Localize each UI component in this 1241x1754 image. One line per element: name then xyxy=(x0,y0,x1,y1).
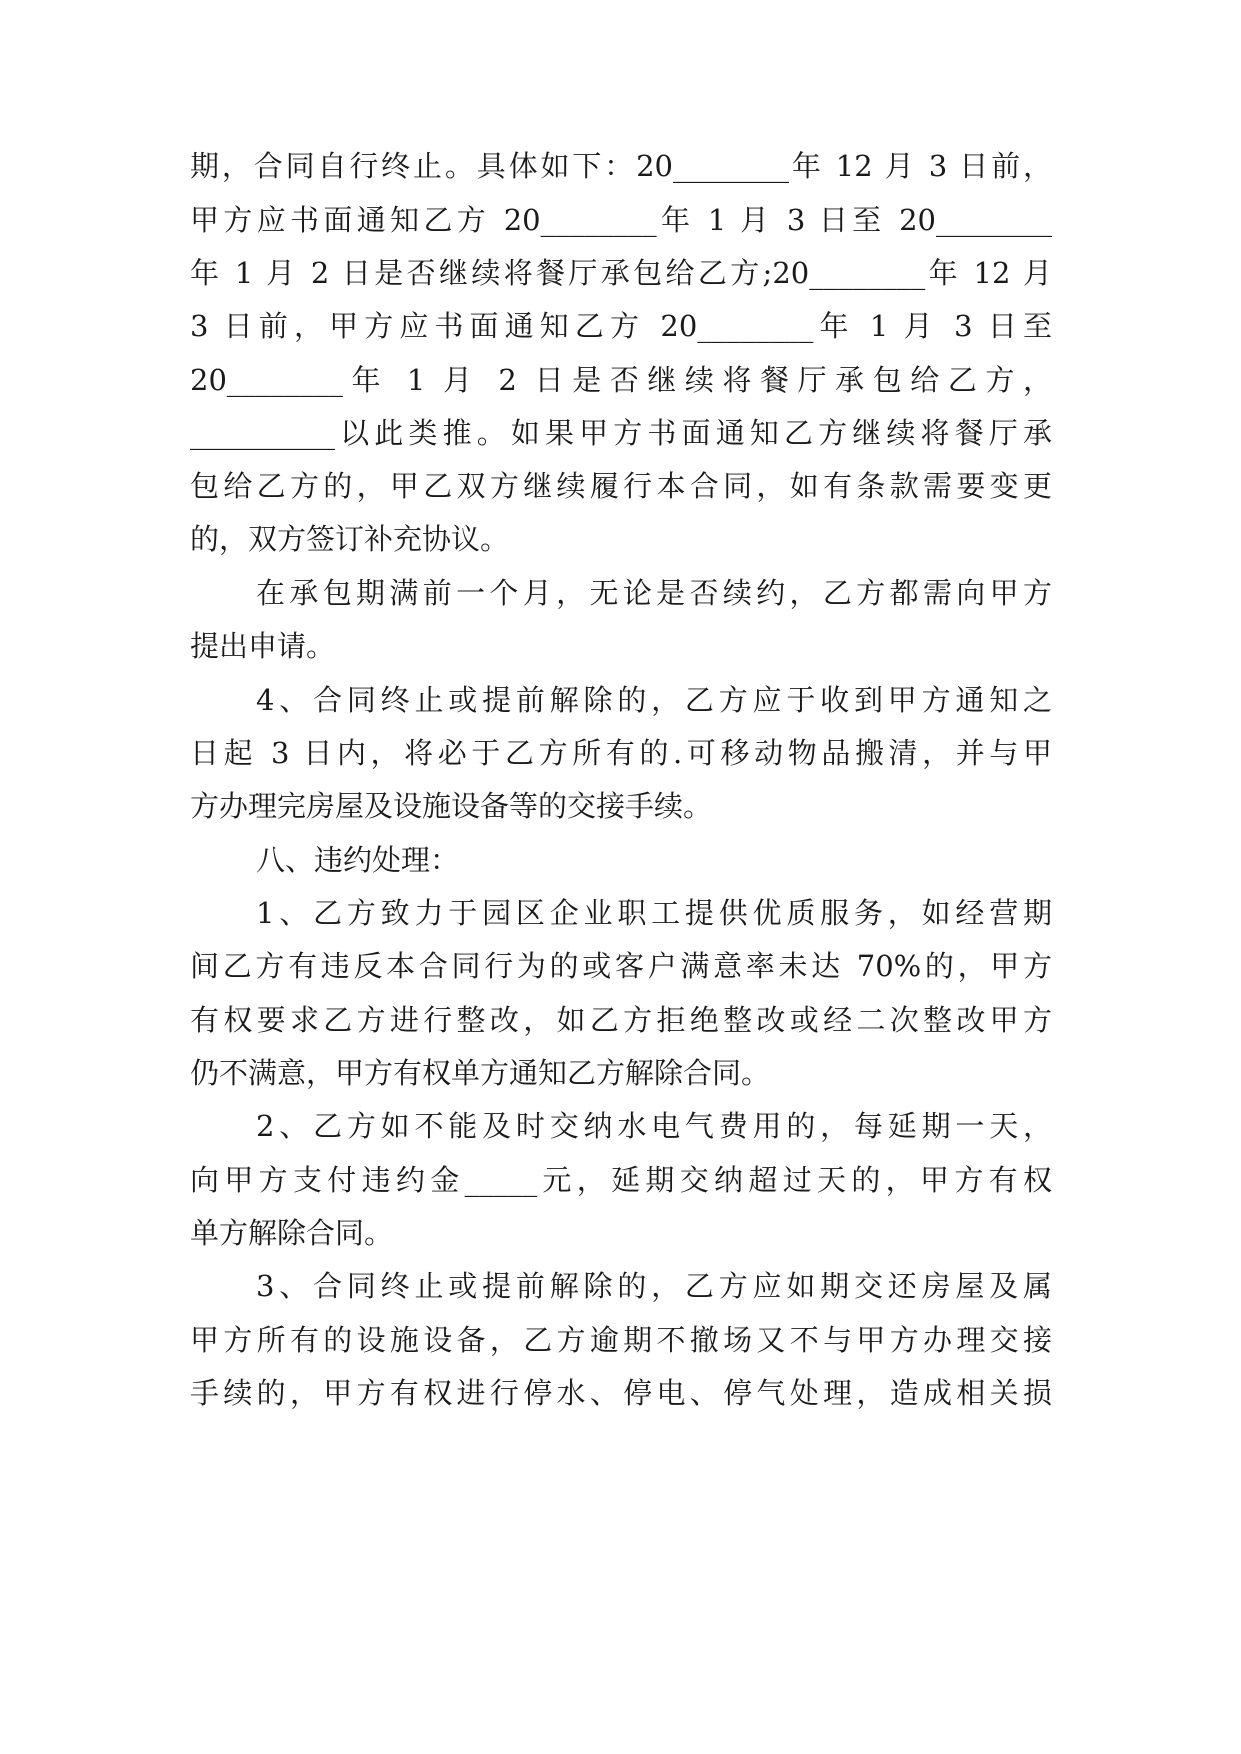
text-line: 20________年 1 月 2 日是否继续将餐厅承包给乙方， xyxy=(190,363,1052,397)
paragraph-first-line: 3、合同终止或提前解除的，乙方应如期交还房屋及属 xyxy=(256,1269,1052,1303)
text-line: 提出申请。 xyxy=(190,629,336,663)
text-line: 的，双方签订补充协议。 xyxy=(190,522,510,556)
paragraph-first-line: 在承包期满前一个月，无论是否续约，乙方都需向甲方 xyxy=(256,576,1052,610)
text-line: 甲方所有的设施设备，乙方逾期不撤场又不与甲方办理交接 xyxy=(190,1323,1052,1357)
text-line: 年 1 月 2 日是否继续将餐厅承包给乙方;20________年 12 月 xyxy=(190,256,1052,290)
paragraph-first-line: 1、乙方致力于园区企业职工提供优质服务，如经营期 xyxy=(256,896,1052,930)
text-line: 间乙方有违反本合同行为的或客户满意率未达 70%的，甲方 xyxy=(190,949,1052,983)
text-line: __________以此类推。如果甲方书面通知乙方继续将餐厅承 xyxy=(190,416,1052,450)
text-line: 仍不满意，甲方有权单方通知乙方解除合同。 xyxy=(190,1056,771,1090)
text-line: 单方解除合同。 xyxy=(190,1216,394,1250)
text-line: 向甲方支付违约金_____元，延期交纳超过天的，甲方有权 xyxy=(190,1163,1052,1197)
text-line: 方办理完房屋及设施设备等的交接手续。 xyxy=(190,789,713,823)
text-line: 日起 3 日内，将必于乙方所有的.可移动物品搬清，并与甲 xyxy=(190,736,1052,770)
text-line: 手续的，甲方有权进行停水、停电、停气处理，造成相关损 xyxy=(190,1376,1052,1410)
text-line: 甲方应书面通知乙方 20________年 1 月 3 日至 20________ xyxy=(190,203,1052,237)
section-heading: 八、违约处理： xyxy=(256,843,460,877)
paragraph-first-line: 2、乙方如不能及时交纳水电气费用的，每延期一天， xyxy=(256,1109,1052,1143)
paragraph-first-line: 4、合同终止或提前解除的，乙方应于收到甲方通知之 xyxy=(256,683,1052,717)
text-line: 期，合同自行终止。具体如下：20________年 12 月 3 日前， xyxy=(190,149,1052,183)
text-line: 包给乙方的，甲乙双方继续履行本合同，如有条款需要变更 xyxy=(190,469,1052,503)
text-line: 有权要求乙方进行整改，如乙方拒绝整改或经二次整改甲方 xyxy=(190,1003,1052,1037)
text-line: 3 日前，甲方应书面通知乙方 20________年 1 月 3 日至 xyxy=(190,309,1052,343)
